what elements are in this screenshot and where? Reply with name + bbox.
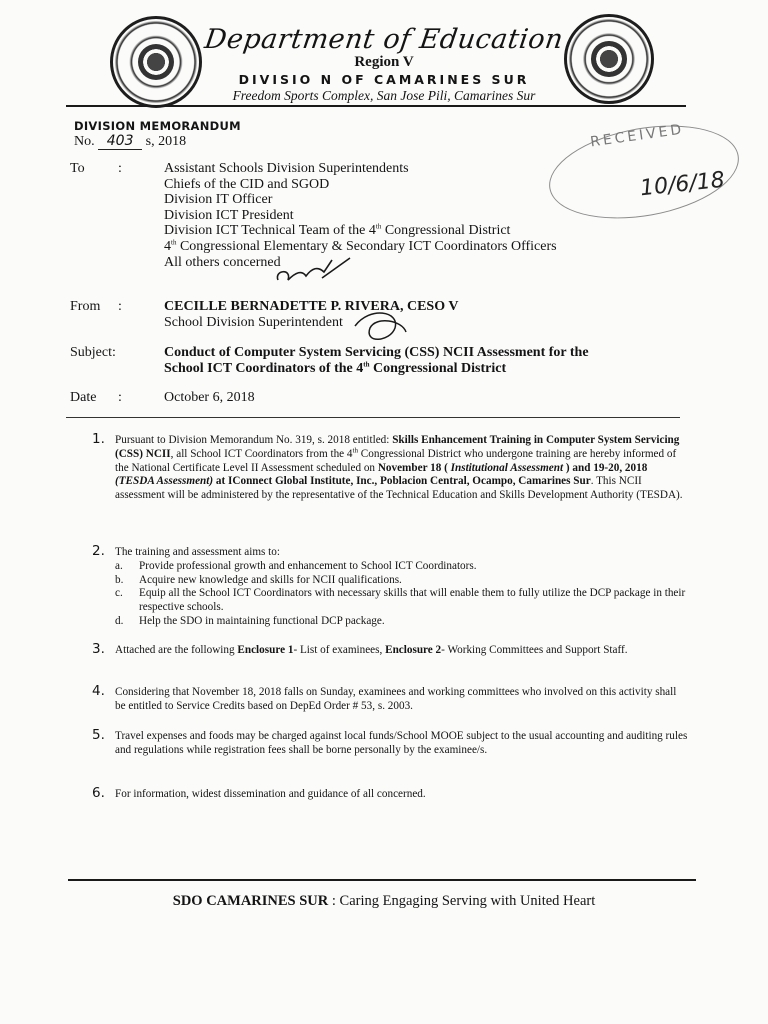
p3-text-c: - List of examinees,: [293, 644, 386, 656]
footer-divider: [68, 879, 696, 881]
paragraph-4: [92, 683, 688, 714]
list-item: [115, 574, 688, 588]
paragraph-number: 5.: [92, 727, 105, 743]
paragraph-6: [92, 785, 688, 802]
list-item: [115, 587, 688, 615]
memo-number: 403: [98, 133, 142, 150]
region-label: Region V: [354, 54, 414, 70]
p1-tesda: (TESDA Assessment): [115, 475, 214, 488]
paragraph-text: [115, 434, 688, 503]
list-text: Acquire new knowledge and skills for NCII qualifications.: [139, 573, 402, 586]
to-separator: :: [118, 161, 122, 176]
list-item: [115, 560, 688, 574]
from-separator: :: [118, 299, 122, 314]
recipient-item: Division IT Officer: [164, 192, 273, 208]
paragraph-text: Travel expenses and foods may be charged against local funds/School MOOE subject to the usual accounting and auditing rules and regulations while registration fees shall be borne personally by the examinee/s.: [115, 730, 688, 756]
paragraph-number: 6.: [92, 785, 105, 801]
footer-motto: [0, 893, 768, 910]
date-value: October 6, 2018: [164, 390, 255, 405]
paragraph-text: [115, 546, 688, 629]
list-text: Help the SDO in maintaining functional DCP package.: [139, 614, 385, 627]
subject-text: [164, 345, 704, 377]
list-letter: c.: [115, 587, 123, 600]
paragraph-number: 3.: [92, 641, 105, 657]
header-divider: [66, 105, 686, 107]
division-label: DIVISIO N OF CAMARINES SUR: [238, 72, 530, 87]
recipient-item: Division ICT President: [164, 207, 294, 223]
p3-text-e: - Working Committees and Support Staff.: [441, 644, 628, 656]
p2-intro: The training and assessment aims to:: [115, 546, 280, 558]
subject-line-1: Conduct of Computer System Servicing (CSS) NCII Assessment for the: [164, 345, 589, 360]
to-label: To: [70, 161, 85, 176]
paragraph-text: [115, 644, 688, 658]
p1-venue: at IConnect Global Institute, Inc., Poblacion Central, Ocampo, Camarines Sur: [213, 475, 591, 488]
subject-line-2: School ICT Coordinators of the 4th Congressional District: [164, 360, 507, 376]
footer-org: SDO CAMARINES SUR: [172, 893, 329, 909]
from-label: From: [70, 299, 101, 314]
p1-training-title: Skills Enhancement Training in Computer System Servicing (CSS) NCII: [115, 434, 680, 460]
received-stamp-date: 10/6/18: [638, 167, 726, 202]
p1-text-i: . This NCII assessment will be administered by the representative of the Technical Education and Skills Development Authority (TESDA).: [115, 475, 683, 502]
p1-text-c: , all School ICT Coordinators from the 4th Congressional District who undergone training are hereby informed of the National Certificate Level II Assessment scheduled on: [115, 446, 677, 474]
initials-signature: [272, 250, 362, 290]
list-letter: b.: [115, 573, 124, 586]
department-title: Department of Education: [202, 24, 566, 55]
office-address: Freedom Sports Complex, San Jose Pili, Camarines Sur: [232, 88, 536, 103]
memo-number-line: [74, 133, 186, 150]
memo-no-prefix: No.: [74, 134, 95, 149]
paragraph-text: Considering that November 18, 2018 falls on Sunday, examinees and working committees who involved on this activity shall be entitled to Service Credits based on DepEd Order # 53, s. 2003.: [115, 686, 677, 712]
list-item: [115, 615, 688, 629]
paragraph-text: For information, widest dissemination and guidance of all concerned.: [115, 788, 426, 800]
recipient-item: Chiefs of the CID and SGOD: [164, 176, 330, 192]
paragraph-number: 4.: [92, 683, 105, 699]
subject-label: Subject:: [70, 345, 116, 360]
footer-tagline: : Caring Engaging Serving with United Heart: [328, 893, 596, 909]
p1-institutional: Institutional Assessment: [450, 461, 564, 474]
list-letter: a.: [115, 559, 123, 572]
recipient-item: Division ICT Technical Team of the 4th Congressional District: [164, 222, 511, 239]
paragraph-number: 2.: [92, 543, 105, 559]
p1-date-1: November 18 (: [377, 461, 451, 474]
memo-label: DIVISION MEMORANDUM: [74, 119, 241, 133]
paragraph-number: 1.: [92, 431, 105, 447]
paragraph-2: [92, 543, 688, 629]
recipient-item: All others concerned: [164, 254, 281, 270]
recipient-item: Assistant Schools Division Superintendents: [164, 161, 409, 176]
p1-text-a: Pursuant to Division Memorandum No. 319, s. 2018 entitled:: [115, 434, 393, 446]
memo-year: s, 2018: [145, 134, 187, 149]
paragraph-5: [92, 727, 688, 758]
received-stamp-text: RECEIVED: [589, 121, 686, 151]
sender-title: School Division Superintendent: [164, 315, 343, 330]
p3-enclosure-1: Enclosure 1: [237, 644, 294, 656]
date-separator: :: [118, 390, 122, 405]
body-divider: [66, 417, 680, 418]
paragraph-3: [92, 641, 688, 658]
list-letter: d.: [115, 614, 124, 627]
paragraph-1: [92, 431, 688, 503]
date-label: Date: [70, 390, 97, 405]
p1-date-2: ) and 19-20, 2018: [563, 461, 648, 474]
sender-name: CECILLE BERNADETTE P. RIVERA, CESO V: [164, 299, 459, 314]
p3-enclosure-2: Enclosure 2: [385, 644, 442, 656]
list-text: Equip all the School ICT Coordinators with necessary skills that will enable them to fully utilize the DCP package in their respective schools.: [139, 587, 686, 614]
list-text: Provide professional growth and enhancement to School ICT Coordinators.: [139, 559, 477, 572]
recipient-item: 4th Congressional Elementary & Secondary ICT Coordinators Officers: [164, 238, 557, 254]
p3-text-a: Attached are the following: [115, 644, 238, 656]
